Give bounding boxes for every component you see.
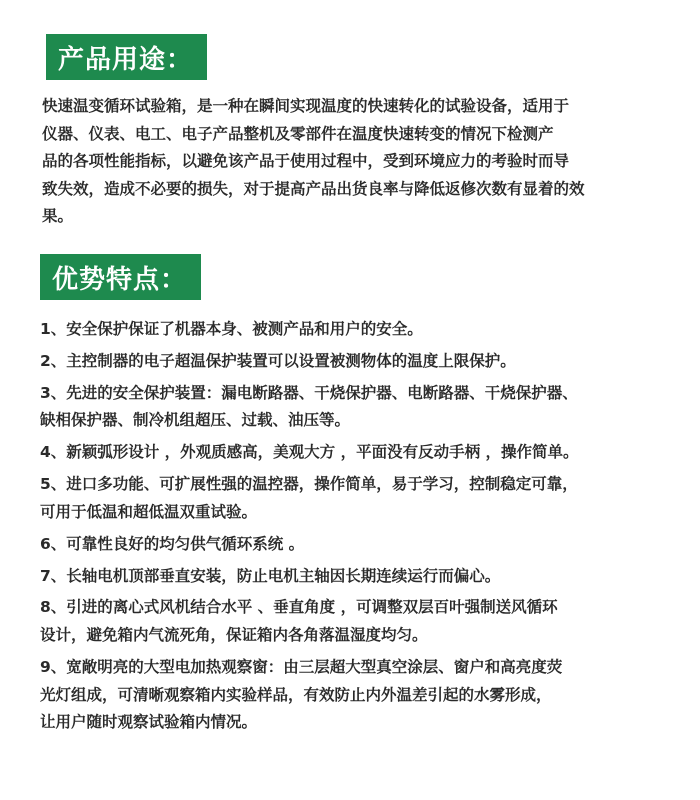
feature-line: 7、长轴电机顶部垂直安装，防止电机主轴因长期连续运行而偏心。 xyxy=(40,566,501,585)
usage-line: 果。 xyxy=(42,207,74,225)
feature-line: 可用于低温和超低温双重试验。 xyxy=(40,502,258,521)
feature-line: 让用户随时观察试验箱内情况。 xyxy=(40,713,258,732)
feature-item xyxy=(40,439,680,467)
feature-item xyxy=(40,380,680,435)
feature-item xyxy=(40,471,680,526)
feature-item xyxy=(40,594,680,649)
feature-item xyxy=(40,654,680,737)
feature-line: 1、安全保护保证了机器本身、被测产品和用户的安全。 xyxy=(40,320,423,338)
usage-line: 快速温变循环试验箱，是一种在瞬间实现温度的快速转化的试验设备，适用于 xyxy=(42,97,570,115)
usage-paragraph xyxy=(42,93,672,231)
usage-line: 仪器、仪表、电工、电子产品整机及零部件在温度快速转变的情况下检测产 xyxy=(42,124,554,143)
usage-line: 致失效，造成不必要的损失，对于提高产品出货良率与降低返修次数有显着的效 xyxy=(42,179,585,198)
advantages-heading: 优势特点： xyxy=(40,254,201,300)
usage-heading: 产品用途： xyxy=(46,34,207,80)
feature-item xyxy=(40,348,680,376)
feature-line: 6、可靠性良好的均匀供气循环系统 。 xyxy=(40,534,305,553)
feature-line: 5、进口多功能、可扩展性强的温控器，操作简单，易于学习，控制稳定可靠， xyxy=(40,475,578,494)
feature-line: 缺相保护器、制冷机组超压、过载、油压等。 xyxy=(40,411,351,430)
feature-item xyxy=(40,563,680,591)
advantages-list xyxy=(40,316,680,741)
feature-line: 3、先进的安全保护装置：漏电断路器、干烧保护器、电断路器、干烧保护器、 xyxy=(40,383,578,402)
feature-line: 9、宽敞明亮的大型电加热观察窗：由三层超大型真空涂层、窗户和高亮度荧 xyxy=(40,657,563,676)
feature-line: 8、引进的离心式风机结合水平 、垂直角度 ，可调整双层百叶强制送风循环 xyxy=(40,598,558,617)
feature-line: 光灯组成，可清晰观察箱内实验样品，有效防止内外温差引起的水雾形成， xyxy=(40,685,552,704)
feature-line: 4、新颖弧形设计 ，外观质感高，美观大方 ，平面没有反动手柄 ，操作简单。 xyxy=(40,443,579,462)
feature-line: 2、主控制器的电子超温保护装置可以设置被测物体的温度上限保护。 xyxy=(40,351,516,370)
feature-item xyxy=(40,316,680,344)
feature-item xyxy=(40,531,680,559)
usage-line: 品的各项性能指标，以避免该产品于使用过程中，受到环境应力的考验时而导 xyxy=(42,152,570,170)
feature-line: 设计，避免箱内气流死角，保证箱内各角落温湿度均匀。 xyxy=(40,626,428,645)
